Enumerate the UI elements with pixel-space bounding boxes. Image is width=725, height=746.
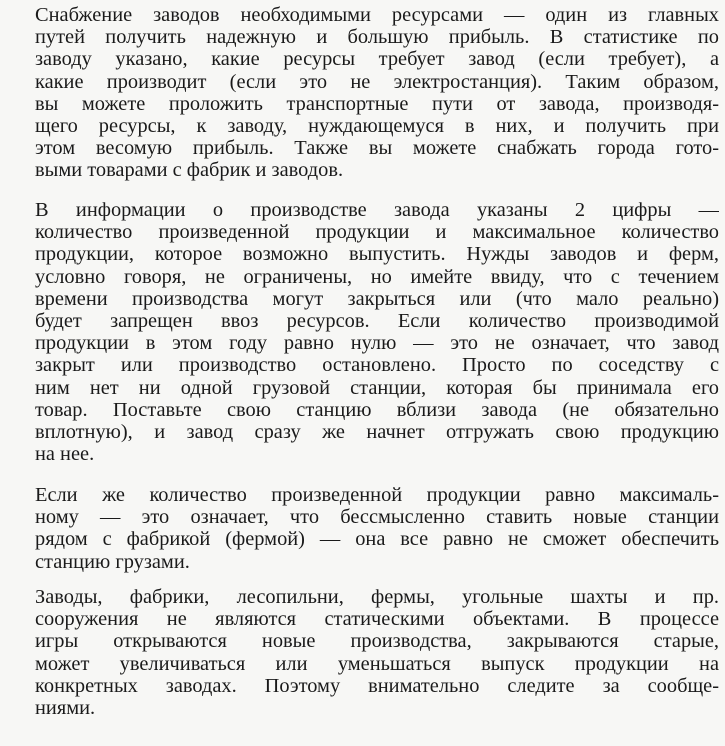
paragraph-1 bbox=[35, 4, 719, 182]
paragraph-line: ниями. bbox=[35, 697, 96, 720]
paragraph-line: может увеличиваться или уменьшаться выпуск продукции на bbox=[35, 652, 719, 675]
paragraph-line: закрыт или производство остановлено. Просто по соседству с bbox=[35, 354, 719, 377]
paragraph-line: В информации о производстве завода указаны 2 цифры — bbox=[35, 199, 719, 221]
paragraph-line: товар. Поставьте свою станцию вблизи завода (не обязательно bbox=[35, 398, 719, 421]
paragraph-line: заводу указано, какие ресурсы требует завод (если требует), а bbox=[35, 48, 719, 71]
paragraph-line: вы можете проложить транспортные пути от завода, производя- bbox=[35, 92, 719, 115]
paragraph-line: ним нет ни одной грузовой станции, которая бы принимала его bbox=[35, 376, 719, 399]
paragraph-line: времени производства могут закрыться или (что мало реально) bbox=[35, 287, 719, 310]
paragraph-line: Если же количество произведенной продукции равно максималь- bbox=[35, 484, 719, 506]
paragraph-line: на нее. bbox=[35, 443, 95, 466]
paragraph-line: Заводы, фабрики, лесопильни, фермы, угольные шахты и пр. bbox=[35, 586, 719, 608]
paragraph-line: выми товарами с фабрик и заводов. bbox=[35, 159, 344, 182]
paragraph-line: конкретных заводах. Поэтому внимательно следите за сообще- bbox=[35, 674, 719, 697]
paragraph-line: этом весомую прибыль. Также вы можете снабжать города гото- bbox=[35, 137, 719, 160]
paragraph-line: продукции в этом году равно нулю — это не означает, что завод bbox=[35, 332, 719, 355]
paragraph-line: условно говоря, не ограничены, но имейте ввиду, что с течением bbox=[35, 265, 719, 288]
paragraph-line: игры открываются новые производства, закрываются старые, bbox=[35, 630, 719, 653]
paragraph-line: вплотную), и завод сразу же начнет отгружать свою продукцию bbox=[35, 421, 719, 444]
paragraph-line: щего ресурсы, к заводу, нуждающемуся в них, и получить при bbox=[35, 115, 719, 138]
paragraph-4 bbox=[35, 586, 719, 719]
paragraph-line: станцию грузами. bbox=[35, 550, 190, 573]
paragraph-line: будет запрещен ввоз ресурсов. Если количество производимой bbox=[35, 310, 719, 333]
paragraph-line: ному — это означает, что бессмысленно ставить новые станции bbox=[35, 506, 719, 529]
paragraph-line: путей получить надежную и большую прибыль. В статистике по bbox=[35, 26, 719, 49]
paragraph-line: количество произведенной продукции и максимальное количество bbox=[35, 221, 719, 244]
paragraph-3 bbox=[35, 484, 719, 573]
paragraph-line: какие производит (если это не электростанция). Таким образом, bbox=[35, 70, 719, 93]
paragraph-line: сооружения не являются статическими объектами. В процессе bbox=[35, 608, 719, 631]
paragraph-line: рядом с фабрикой (фермой) — она все равно не сможет обеспечить bbox=[35, 528, 719, 551]
paragraph-line: Снабжение заводов необходимыми ресурсами — один из главных bbox=[35, 4, 719, 26]
paragraph-line: продукции, которое возможно выпустить. Нужды заводов и ферм, bbox=[35, 243, 719, 266]
paragraph-2 bbox=[35, 199, 719, 465]
